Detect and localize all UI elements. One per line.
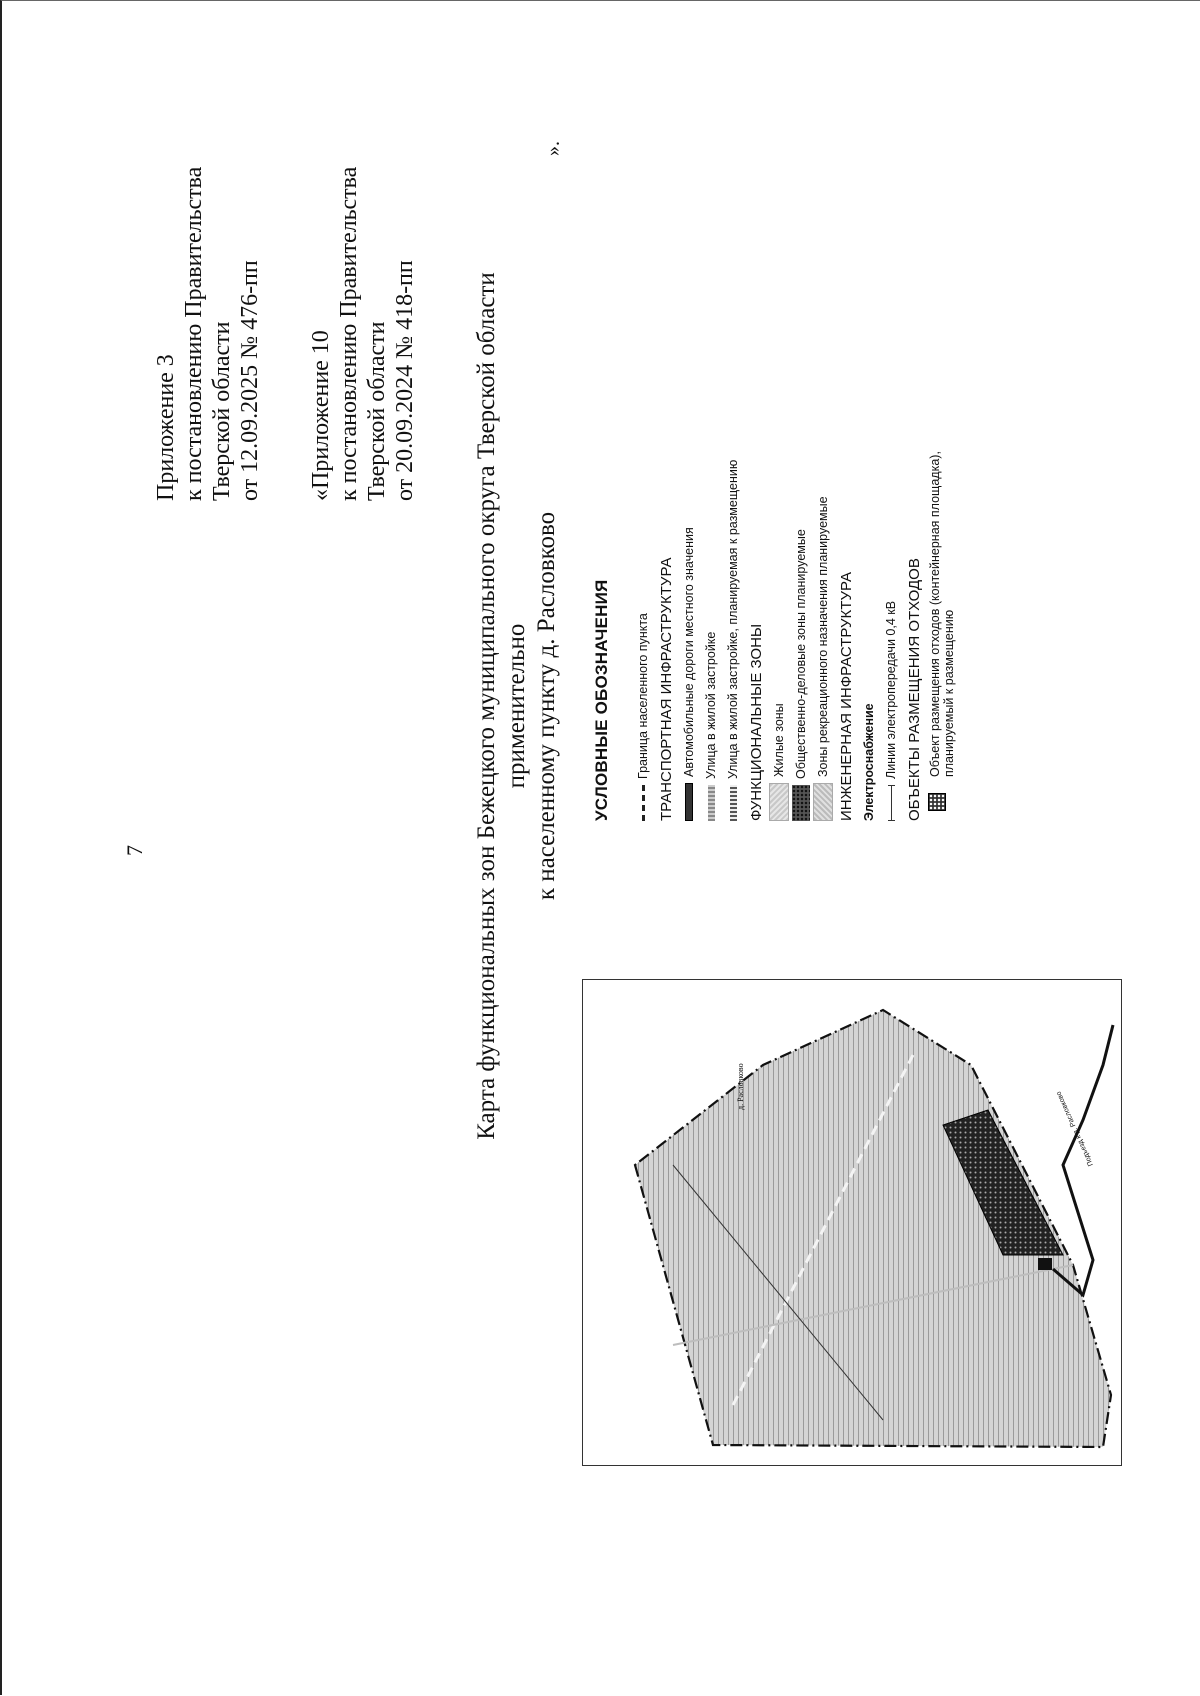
legend-label: Зоны рекреационного назначения планируемые	[816, 496, 830, 777]
closing-quote-mark: ».	[542, 141, 564, 156]
legend-item-power-lines	[880, 321, 902, 821]
waste-site-symbol	[928, 793, 946, 811]
legend-item-street-planned	[722, 321, 744, 821]
legend-label: Улица в жилой застройке	[704, 631, 718, 779]
legend-item-public-business	[790, 321, 812, 821]
legend-item-boundary	[632, 321, 654, 821]
settlement-label: д. Расловково	[736, 1063, 745, 1110]
appendix-new-line: к постановлению Правительства	[181, 166, 207, 501]
legend-label: Жилые зоны	[772, 703, 786, 777]
public-business-swatch	[792, 785, 810, 821]
appendix-old-line: Тверской области	[364, 321, 390, 501]
legend-label: Объект размещения отходов (контейнерная площадка),	[928, 451, 942, 777]
legend-title: УСЛОВНЫЕ ОБОЗНАЧЕНИЯ	[592, 579, 611, 821]
legend-label-multiline	[928, 451, 956, 777]
power-line-symbol	[891, 785, 892, 821]
boundary-line-symbol	[642, 785, 645, 821]
legend-header-waste: ОБЪЕКТЫ РАЗМЕЩЕНИЯ ОТХОДОВ	[905, 558, 923, 821]
legend-label: планируемый к размещению	[942, 609, 956, 777]
legend-header-functional: ФУНКЦИОНАЛЬНЫЕ ЗОНЫ	[747, 623, 765, 821]
map-drawing	[583, 981, 1120, 1465]
road-symbol	[685, 783, 693, 821]
legend-item-residential	[768, 321, 790, 821]
planned-street-symbol	[730, 785, 737, 821]
legend-header-transport: ТРАНСПОРТНАЯ ИНФРАСТРУКТУРА	[657, 557, 675, 821]
appendix-header-amended	[307, 167, 419, 501]
legend-item-recreation	[812, 321, 834, 821]
appendix-header-new	[152, 167, 264, 501]
recreation-swatch	[813, 783, 833, 821]
appendix-old-line: от 20.09.2024 № 418-пп	[392, 260, 418, 501]
street-symbol	[708, 785, 715, 821]
appendix-new-line: Приложение 3	[153, 354, 179, 501]
page-number: 7	[122, 845, 147, 856]
appendix-new-line: Тверской области	[209, 321, 235, 501]
residential-zone-swatch	[769, 783, 789, 821]
appendix-old-line: «Приложение 10	[308, 330, 334, 501]
map-title-line-1: Карта функциональных зон Бежецкого муниципального округа Тверской области применительно	[473, 272, 530, 1140]
functional-zones-map	[582, 979, 1122, 1466]
legend-item-waste-object	[926, 321, 962, 821]
legend-label: Автомобильные дороги местного значения	[682, 527, 696, 777]
appendix-old-line: к постановлению Правительства	[336, 166, 362, 501]
road-label: Подъезд к д. Расловково	[1055, 1090, 1095, 1168]
map-title	[472, 256, 562, 1156]
rotated-landscape-sheet	[2, 1, 1200, 1696]
waste-site-marker	[1038, 1258, 1052, 1270]
legend-item-street	[700, 321, 722, 821]
legend-label: Общественно-деловые зоны планируемые	[794, 529, 808, 779]
map-title-line-2: к населенному пункту д. Расловково	[533, 511, 560, 901]
legend-label: Линии электропередачи 0,4 кВ	[884, 600, 898, 779]
legend-label: Граница населенного пункта	[636, 613, 650, 779]
map-legend	[592, 321, 962, 821]
legend-item-roads	[678, 321, 700, 821]
appendix-new-line: от 12.09.2025 № 476-пп	[237, 260, 263, 501]
legend-header-engineering: ИНЖЕНЕРНАЯ ИНФРАСТРУКТУРА	[837, 572, 855, 821]
legend-label: Улица в жилой застройке, планируемая к размещению	[726, 459, 740, 779]
legend-subheader-power: Электроснабжение	[862, 703, 876, 821]
